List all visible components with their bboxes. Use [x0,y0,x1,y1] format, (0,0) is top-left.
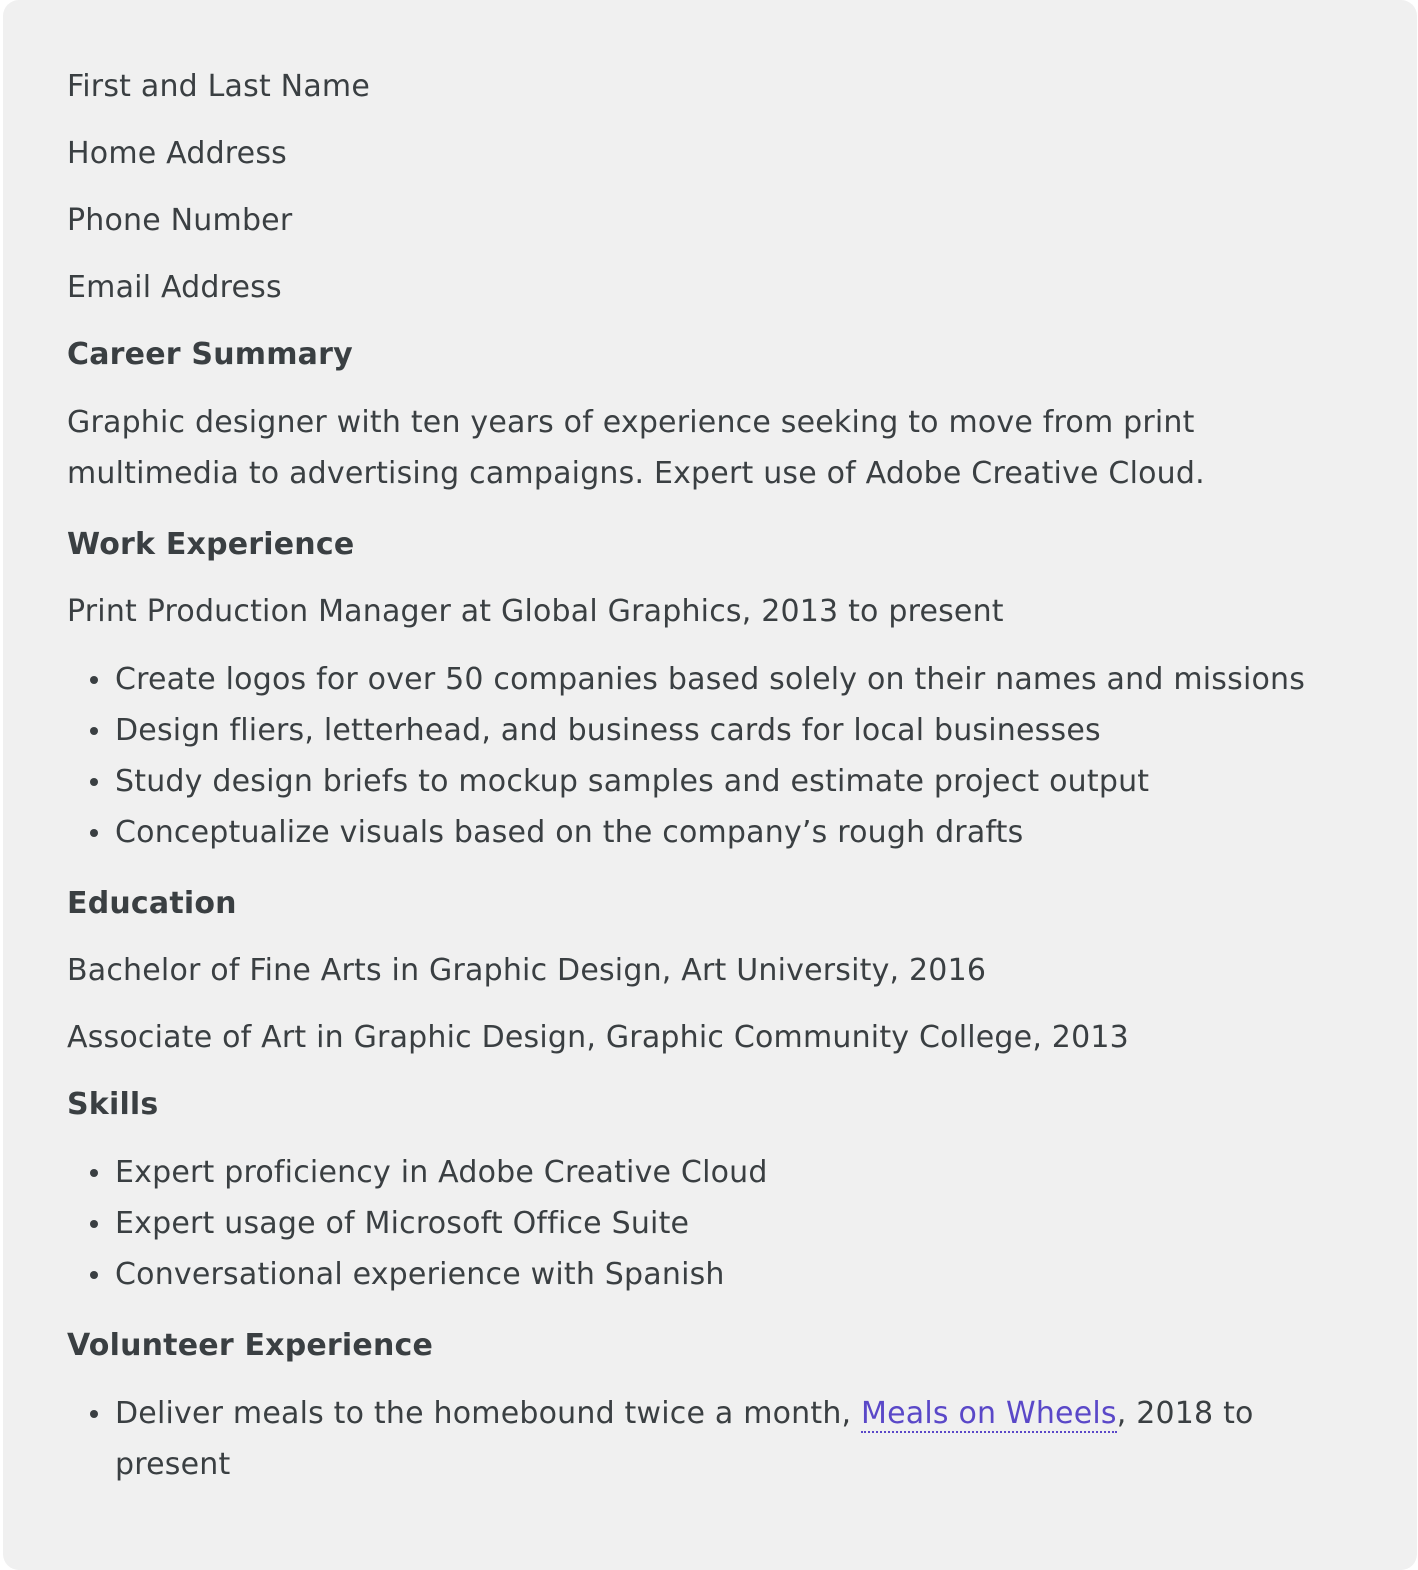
volunteer-item-suffix: , 2018 to present [115,1396,1254,1482]
list-item [115,1388,1367,1490]
contact-name: First and Last Name [67,69,370,104]
list-item: Expert proficiency in Adobe Creative Cloud [115,1147,1367,1198]
list-item: Conceptualize visuals based on the company’s rough drafts [115,807,1367,858]
career-summary-heading: Career Summary [67,337,353,372]
contact-address: Home Address [67,136,288,171]
skills-heading: Skills [67,1087,159,1122]
list-item: Expert usage of Microsoft Office Suite [115,1198,1367,1249]
work-experience-heading: Work Experience [67,527,355,562]
volunteer-list [67,1388,1367,1490]
education-degree: Bachelor of Fine Arts in Graphic Design, Art University, 2016 [67,953,987,988]
resume-card [3,0,1417,1570]
skills-list [67,1147,1367,1300]
career-summary-text: Graphic designer with ten years of experience seeking to move from print multimedia to advertising campaigns. Expert use of Adobe Creative Cloud. [67,405,1205,491]
education-degree: Associate of Art in Graphic Design, Graphic Community College, 2013 [67,1020,1129,1055]
list-item: Study design briefs to mockup samples and estimate project output [115,756,1367,807]
work-position: Print Production Manager at Global Graphics, 2013 to present [67,594,1004,629]
volunteer-item-prefix: Deliver meals to the homebound twice a month, [115,1396,862,1431]
contact-email: Email Address [67,270,282,305]
education-heading: Education [67,886,237,921]
meals-on-wheels-link[interactable]: Meals on Wheels [861,1396,1117,1431]
list-item: Conversational experience with Spanish [115,1249,1367,1300]
list-item: Create logos for over 50 companies based solely on their names and missions [115,654,1367,705]
work-bullets-list [67,654,1367,858]
list-item: Design fliers, letterhead, and business cards for local businesses [115,705,1367,756]
volunteer-heading: Volunteer Experience [67,1328,434,1363]
contact-phone: Phone Number [67,203,293,238]
